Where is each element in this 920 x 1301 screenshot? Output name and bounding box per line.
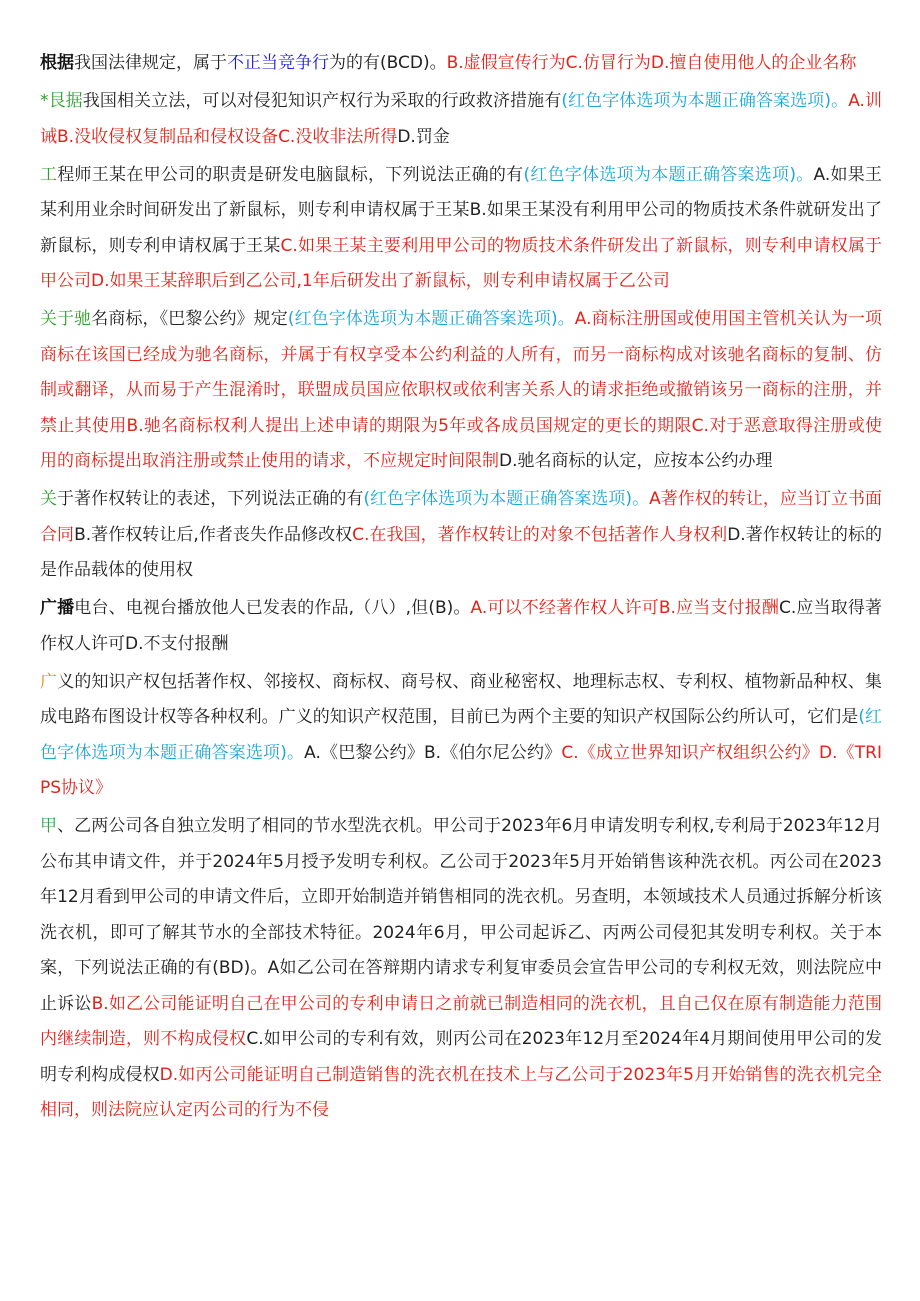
text-segment: (红色字体选项为本题正确答案选项)。 xyxy=(363,489,650,509)
question-paragraph xyxy=(40,482,882,589)
text-segment: B.如乙公司能证明自己在甲公司的专利申请日之前就已制造相同的洗衣机，且自己仅在原有制造能力范围内继续制造，则不构成侵权 xyxy=(40,993,882,1049)
text-segment: 于著作权转让的表述，下列说法正确的有 xyxy=(57,489,364,509)
text-segment: 程师王某在甲公司的职责是研发电脑鼠标，下列说法正确的有 xyxy=(57,164,524,185)
text-segment: 义的知识产权包括著作权、邻接权、商标权、商号权、商业秘密权、地理标志权、专利权、植物新品种权、集成电路布图设计权等各种权利。广义的知识产权范围，目前已为两个主要的知识产权国际公约所认可，它们是 xyxy=(40,671,882,727)
text-segment: D.如丙公司能证明自己制造销售的洗衣机在技术上与乙公司于2023年5月开始销售的洗衣机完全相同，则法院应认定丙公司的行为不侵 xyxy=(40,1064,883,1120)
text-segment: A.如果王某利用业余时间研发出了新鼠标，则专利申请权属于王某B.如果王某没有利用甲公司的物质技术条件就研发出了新鼠标，则专利申请权属于王某 xyxy=(40,164,883,256)
text-segment: (红色字体选项为本题正确答案选项)。 xyxy=(287,309,575,329)
text-segment: (红色字体选项为本题正确答案选项)。 xyxy=(40,707,882,763)
text-segment: A.商标注册国或使用国主管机关认为一项商标在该国已经成为驰名商标，并属于有权享受本公约利益的人所有，而另一商标构成对该驰名商标的复制、仿制或翻译，从而易于产生混淆时，联盟成员国应依职权或依利害关系人的请求拒绝或撤销该另一商标的注册，并禁止其使用B.驰名商标权利人提出上述申请的期限为5年或各成员国规定的更长的期限C.对于恶意取得注册或使用的商标提出取消注册或禁止使用的请求，不应规定时间限制 xyxy=(40,309,883,471)
text-segment: 广播 xyxy=(40,598,75,618)
text-segment: 不正当竞争行 xyxy=(227,53,329,73)
text-segment: C.应当取得著作权人许可D.不支付报酬 xyxy=(40,598,882,654)
document-page xyxy=(40,46,882,1131)
text-segment: 关于驰 xyxy=(40,309,92,329)
question-paragraph xyxy=(40,809,882,1129)
text-segment: B.虚假宣传行为C.仿冒行为D.擅自使用他人的企业名称 xyxy=(446,53,857,73)
text-segment: 广 xyxy=(40,671,58,692)
text-segment: A.《巴黎公约》B.《伯尔尼公约》 xyxy=(304,742,562,763)
text-segment: C.如甲公司的专利有效，则丙公司在2023年12月至2024年4月期间使用甲公司的发明专利构成侵权 xyxy=(40,1029,883,1085)
text-segment: 为的有(BCD)。 xyxy=(329,53,447,73)
text-segment: 甲 xyxy=(40,816,58,836)
text-segment: C.如果王某主要利用甲公司的物质技术条件研发出了新鼠标，则专利申请权属于甲公司D.如果王某辞职后到乙公司,1年后研发出了新鼠标，则专利申请权属于乙公司 xyxy=(40,235,882,291)
text-segment: C.《成立世界知识产权组织公约》D.《TRIPS协议》 xyxy=(40,742,882,798)
question-paragraph xyxy=(40,665,882,807)
text-segment: 工 xyxy=(40,164,58,185)
text-segment: (红色字体选项为本题正确答案选项)。 xyxy=(561,91,849,111)
question-paragraph xyxy=(40,302,882,480)
text-segment: D.罚金 xyxy=(397,126,450,147)
question-paragraph xyxy=(40,46,882,82)
question-paragraph xyxy=(40,158,882,300)
text-segment: 关 xyxy=(40,489,58,509)
text-segment: (红色字体选项为本题正确答案选项)。 xyxy=(523,164,814,185)
text-segment: 我国法律规定，属于 xyxy=(74,53,227,73)
text-segment: 根据 xyxy=(40,53,74,73)
question-paragraph xyxy=(40,84,882,155)
text-segment: *艮据 xyxy=(40,91,83,111)
text-segment: D.著作权转让的标的是作品载体的使用权 xyxy=(40,524,882,580)
text-segment: C.在我国，著作权转让的对象不包括著作人身权利 xyxy=(352,524,728,545)
text-segment: 电台、电视台播放他人已发表的作品,（八）,但(B)。 xyxy=(74,598,471,618)
question-paragraph xyxy=(40,591,882,662)
text-segment: A著作权的转让，应当订立书面合同 xyxy=(40,489,883,545)
text-segment: D.驰名商标的认定，应按本公约办理 xyxy=(499,451,773,471)
text-segment: A.可以不经著作权人许可B.应当支付报酬 xyxy=(470,598,779,618)
text-segment: B.著作权转让后,作者丧失作品修改权 xyxy=(74,524,353,545)
text-segment: 名商标，《巴黎公约》规定 xyxy=(91,309,288,329)
text-segment: A.训诫B.没收侵权复制品和侵权设备C.没收非法所得 xyxy=(40,91,883,147)
text-segment: 、乙两公司各自独立发明了相同的节水型洗衣机。甲公司于2023年6月申请发明专利权,专利局于2023年12月公布其申请文件，并于2024年5月授予发明专利权。乙公司于2023年5月开始销售该种洗衣机。丙公司在2023年12月看到甲公司的申请文件后，立即开始制造并销售相同的洗衣机。另查明，本领域技术人员通过拆解分析该洗衣机，即可了解其节水的全部技术特征。2024年6月，甲公司起诉乙、丙两公司侵犯其发明专利权。关于本案，下列说法正确的有(BD)。A如乙公司在答辩期内请求专利复审委员会宣告甲公司的专利权无效，则法院应中止诉讼 xyxy=(40,816,883,1014)
text-segment: 我国相关立法，可以对侵犯知识产权行为采取的行政救济措施有 xyxy=(82,91,562,111)
